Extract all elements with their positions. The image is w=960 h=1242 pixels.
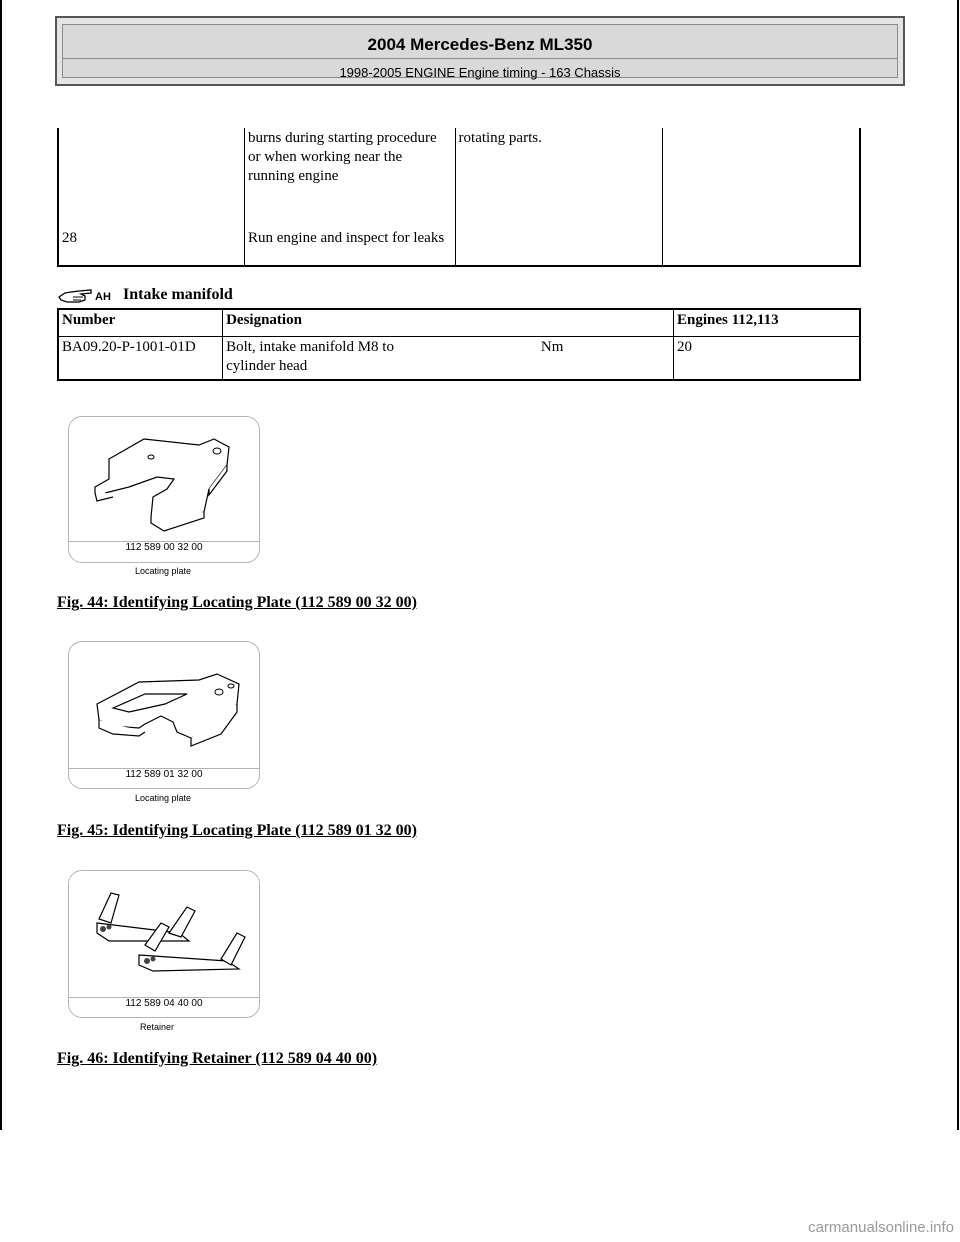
table-row [58, 128, 860, 228]
table-header-row [58, 309, 860, 336]
locating-plate-illustration [69, 642, 259, 764]
document-header-inner [62, 24, 898, 78]
figure-44-image [68, 416, 260, 563]
header-divider [63, 58, 897, 59]
figure-46-image [68, 870, 260, 1018]
figure-part-number: 112 589 00 32 00 [69, 541, 259, 553]
step-action-cell: Run engine and inspect for leaks [244, 228, 455, 266]
document-subtitle: 1998-2005 ENGINE Engine timing - 163 Chassis [339, 65, 621, 80]
table-row [58, 336, 860, 380]
document-header [55, 16, 905, 86]
step-action-cell: burns during starting procedure or when working near the running engine [244, 128, 455, 228]
figure-part-number: 112 589 04 40 00 [69, 997, 259, 1009]
locating-plate-illustration [69, 417, 259, 537]
figure-45-image [68, 641, 260, 789]
figure-label: Locating plate [135, 566, 192, 576]
figure-44-caption: Fig. 44: Identifying Locating Plate (112 589 00 32 00) [57, 594, 417, 611]
spec-unit-cell: Nm [448, 336, 674, 380]
section-title: Intake manifold [123, 286, 233, 303]
step-number-cell [58, 128, 244, 228]
header-engines: Engines 112,113 [673, 309, 860, 336]
figure-label: Retainer [140, 1022, 175, 1032]
step-extra-cell [663, 128, 860, 228]
spec-number-cell: BA09.20-P-1001-01D [58, 336, 223, 380]
section-icon-label: AH [95, 291, 111, 303]
page-border-left [0, 0, 2, 1130]
watermark: carmanualsonline.info [808, 1219, 954, 1236]
spec-value-cell: 20 [673, 336, 860, 380]
section-heading [57, 285, 233, 305]
pointing-hand-icon [57, 285, 119, 305]
step-note-cell [455, 228, 663, 266]
figure-label: Locating plate [135, 793, 192, 803]
figure-45-caption: Fig. 45: Identifying Locating Plate (112 589 01 32 00) [57, 822, 417, 839]
header-designation: Designation [223, 309, 674, 336]
document-title: 2004 Mercedes-Benz ML350 [367, 35, 593, 54]
step-number-cell: 28 [62, 230, 77, 246]
header-number: Number [58, 309, 223, 336]
retainer-illustration [69, 871, 259, 993]
figure-46-caption: Fig. 46: Identifying Retainer (112 589 04 40 00) [57, 1050, 378, 1067]
step-extra-cell [663, 228, 860, 266]
table-row [58, 228, 860, 266]
page-border-right [957, 0, 959, 1130]
spec-designation-cell: Bolt, intake manifold M8 to cylinder head [223, 336, 448, 380]
step-note-cell: rotating parts. [455, 128, 663, 228]
torque-spec-table [57, 308, 861, 381]
figure-part-number: 112 589 01 32 00 [69, 768, 259, 780]
steps-table [57, 128, 861, 267]
